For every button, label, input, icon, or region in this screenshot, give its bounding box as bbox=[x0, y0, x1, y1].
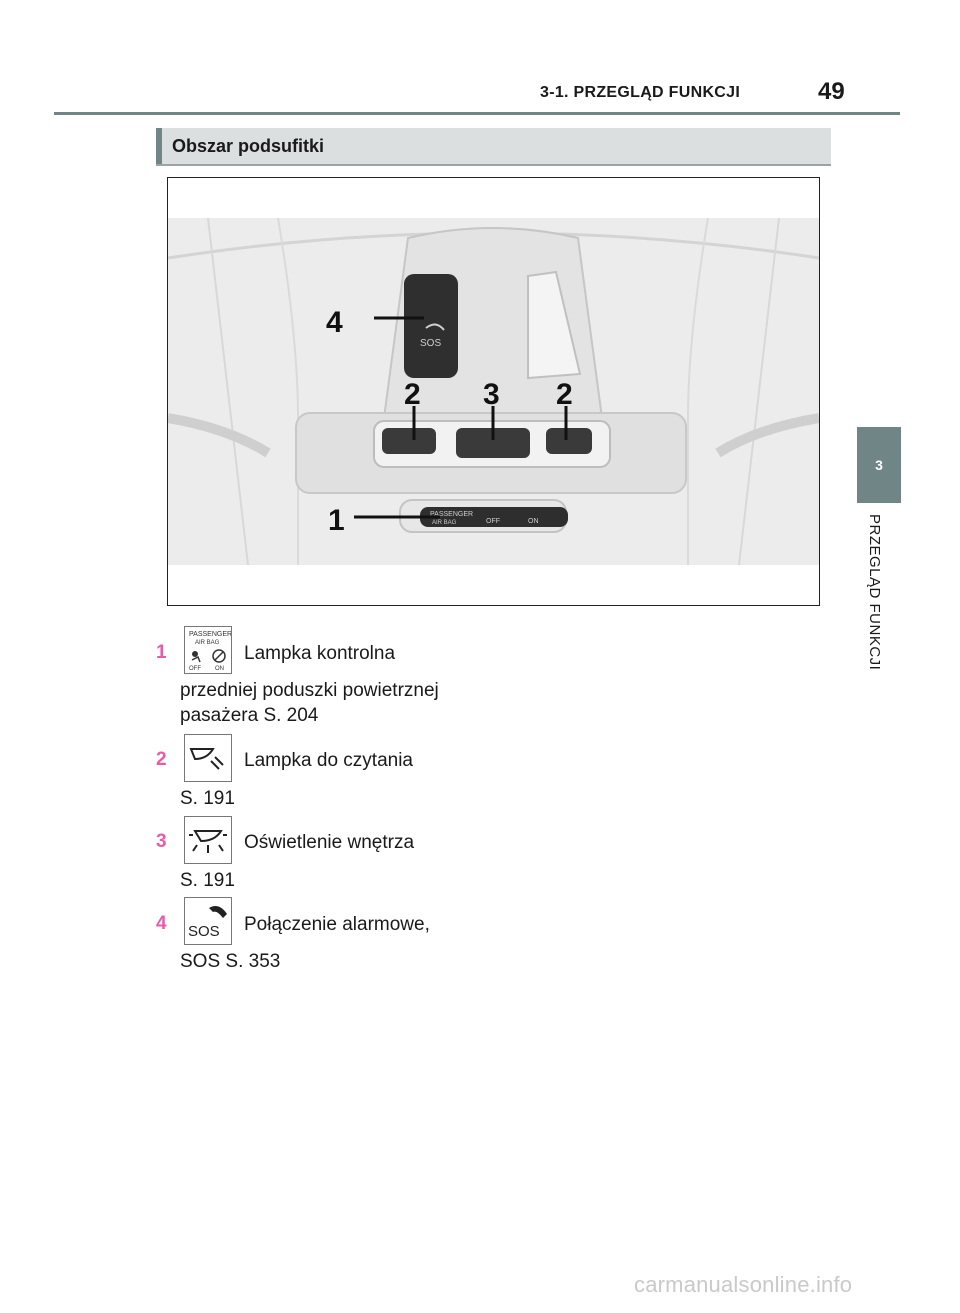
overhead-console-figure bbox=[167, 177, 820, 606]
item-description: S. 191 bbox=[180, 788, 235, 809]
header-rule bbox=[54, 112, 900, 115]
item-description: S. 191 bbox=[180, 870, 235, 891]
svg-text:1: 1 bbox=[328, 504, 345, 537]
svg-text:2: 2 bbox=[556, 378, 573, 411]
svg-text:OFF: OFF bbox=[486, 518, 500, 525]
item-label: Połączenie alarmowe, bbox=[244, 914, 430, 935]
item-label: Oświetlenie wnętrza bbox=[244, 832, 415, 853]
watermark: carmanualsonline.info bbox=[634, 1272, 853, 1297]
reading-light-left-button bbox=[382, 428, 436, 454]
chapter-side-label: PRZEGLĄD FUNKCJI bbox=[866, 514, 883, 671]
item-description: SOS S. 353 bbox=[180, 951, 281, 972]
item-label: Lampka do czytania bbox=[244, 750, 413, 771]
reading-light-right-button bbox=[546, 428, 592, 454]
section-heading-bar bbox=[156, 128, 831, 166]
item-number: 4 bbox=[156, 913, 167, 934]
item-number: 3 bbox=[156, 831, 167, 852]
header-section-title: 3-1. PRZEGLĄD FUNKCJI bbox=[540, 84, 741, 101]
section-title: Obszar podsufitki bbox=[172, 136, 325, 156]
svg-text:OFF: OFF bbox=[189, 666, 201, 672]
reading-light-icon bbox=[184, 734, 232, 782]
item-number: 2 bbox=[156, 749, 167, 770]
passenger-airbag-indicator-icon bbox=[184, 626, 232, 674]
chapter-tab[interactable]: 3 bbox=[857, 427, 901, 503]
overhead-console-illustration bbox=[168, 218, 819, 565]
section-accent bbox=[156, 128, 162, 164]
item-label: Lampka kontrolna bbox=[244, 643, 396, 664]
svg-text:SOS: SOS bbox=[420, 338, 442, 349]
svg-text:4: 4 bbox=[326, 306, 343, 339]
item-description-cont: pasażera S. 204 bbox=[180, 705, 319, 726]
svg-text:ON: ON bbox=[215, 666, 224, 672]
page-number: 49 bbox=[818, 78, 845, 105]
item-number: 1 bbox=[156, 642, 167, 663]
svg-text:3: 3 bbox=[483, 378, 500, 411]
svg-text:PASSENGER: PASSENGER bbox=[189, 631, 231, 638]
item-description: przedniej poduszki powietrznej bbox=[180, 680, 439, 701]
svg-text:AIR BAG: AIR BAG bbox=[432, 520, 457, 526]
sos-icon bbox=[184, 897, 232, 945]
svg-text:PASSENGER: PASSENGER bbox=[430, 511, 474, 518]
svg-text:AIR BAG: AIR BAG bbox=[195, 640, 220, 646]
svg-text:SOS: SOS bbox=[188, 923, 220, 940]
interior-light-icon bbox=[184, 816, 232, 864]
svg-text:ON: ON bbox=[528, 518, 539, 525]
svg-text:2: 2 bbox=[404, 378, 421, 411]
